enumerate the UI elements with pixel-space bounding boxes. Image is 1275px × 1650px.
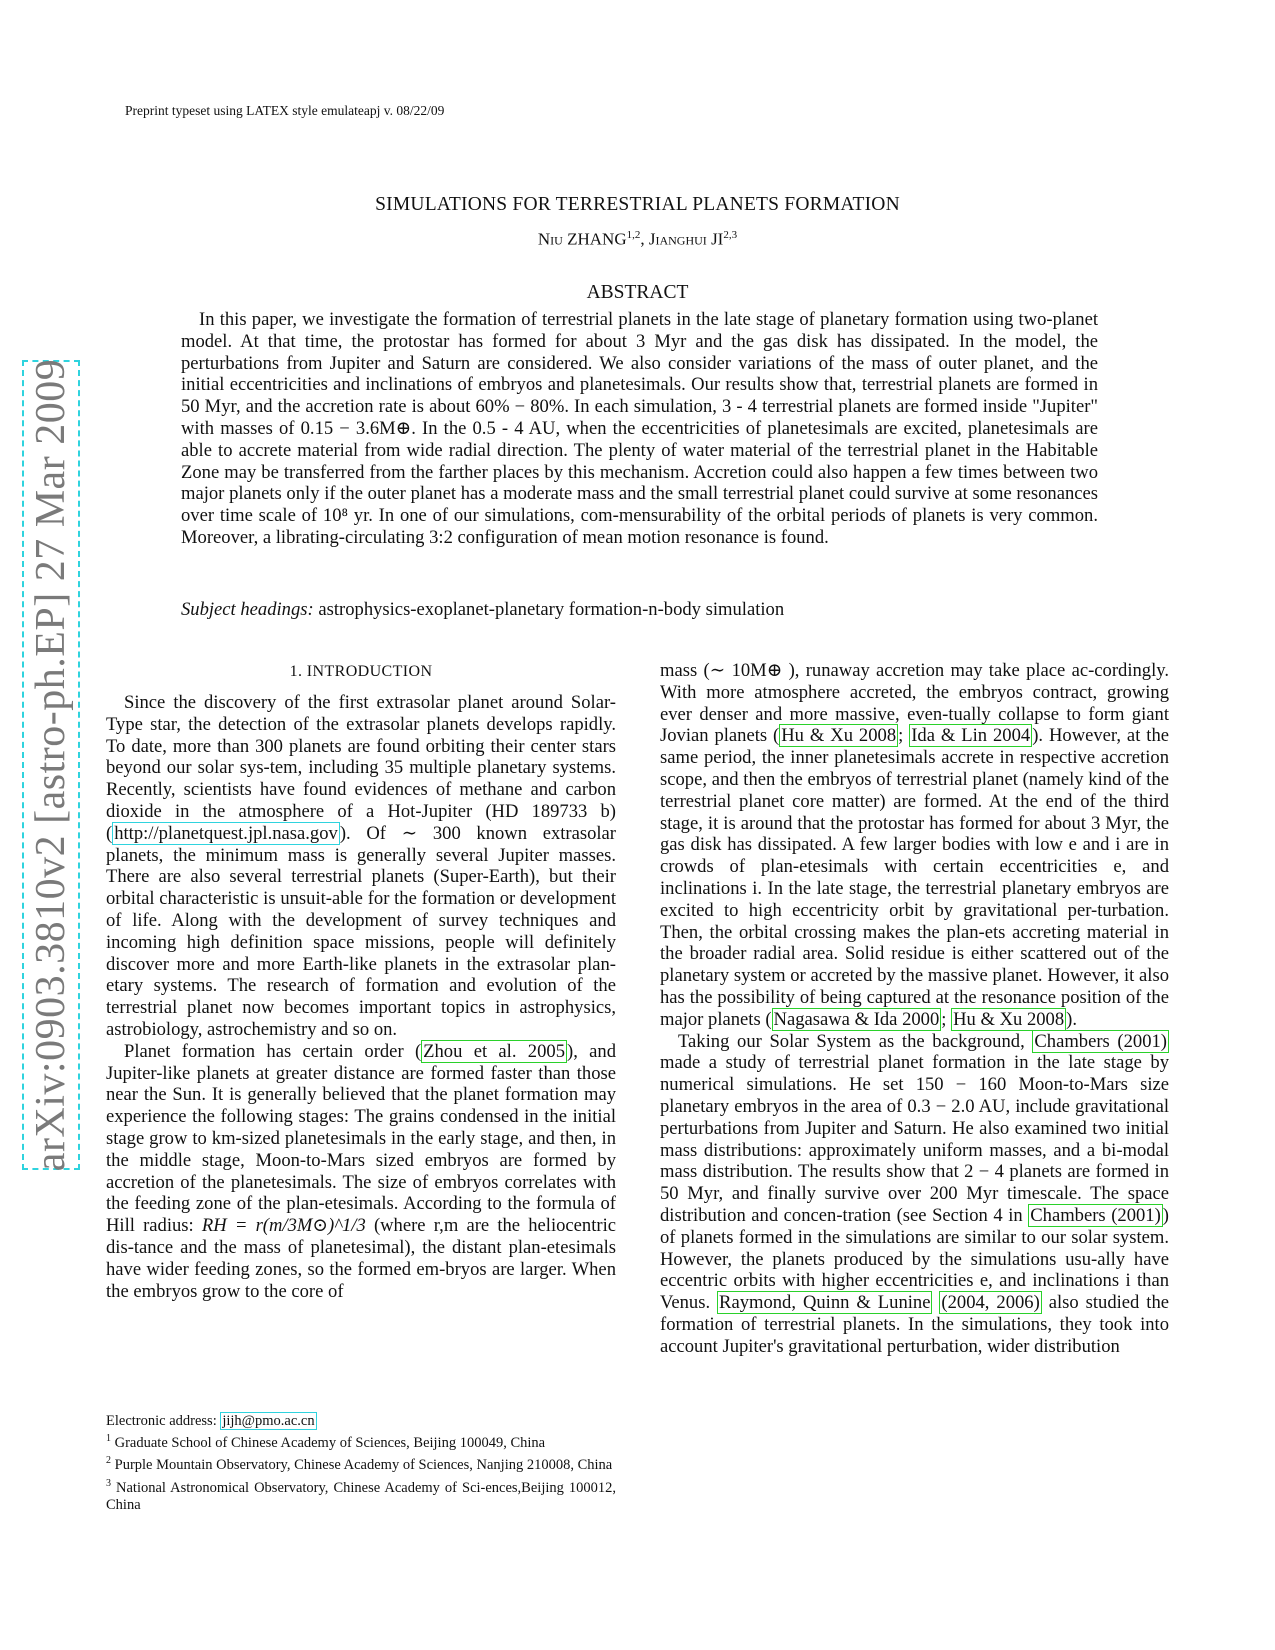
abstract-text: In this paper, we investigate the formation of terrestrial planets in the late stage of planetary formation using two-planet model. At that time, the protostar has formed for about 3 Myr and the gas disk has dissipated. In the model, the perturbations from Jupiter and Saturn are considered. We also consider variations of the mass of outer planet, and the initial eccentricities and inclinations of embryos and planetesimals. Our results show that, terrestrial planets are formed in 50 Myr, and the accretion rate is about 60% − 80%. In each simulation, 3 - 4 terrestrial planets are formed inside "Jupiter" with masses of 0.15 − 3.6M⊕. In the 0.5 - 4 AU, when the eccentricities of planetesimals are excited, planetesimals are able to accrete material from wide radial direction. The plenty of water material of the terrestrial planet in the Habitable Zone may be transferred from the farther places by this mechanism. Accretion could also happen a few times between two major planets only if the outer planet has a moderate mass and the small terrestrial planet could survive at some resonances over time scale of 10⁸ yr. In one of our simulations, com-mensurability of the orbital periods of planets is very common. Moreover, a librating-circulating 3:2 configuration of mean motion resonance is found. bbox=[181, 309, 1098, 548]
footnote-marker: 3 bbox=[106, 1477, 111, 1489]
right-column bbox=[660, 660, 1169, 1358]
subject-text: astrophysics-exoplanet-planetary formation-n-body simulation bbox=[318, 599, 785, 620]
text-run: ; bbox=[941, 1008, 952, 1030]
text-run: ) of planets formed in the simulations are similar to our solar system. However, the planets produced by the simulations usu-ally have eccentric orbits with higher eccentricities e, and inclinations i than Venus. bbox=[660, 1204, 1169, 1314]
citation-link[interactable]: Zhou et al. 2005 bbox=[423, 1040, 565, 1062]
text-run: made a study of terrestrial planet formation in the late stage by numerical simulations. He set 150 − 160 Moon-to-Mars size planetary embryos in the area of 0.3 − 2.0 AU, include gravitational perturbations from Jupiter and Saturn. He also examined two initial mass distributions: approximately uniform masses, and a bi-modal mass distribution. The results show that 2 − 4 planets are formed in 50 Myr, and finally survive over 200 Myr timescale. The space distribution and concen-tration (see Section 4 in bbox=[660, 1052, 1169, 1226]
intro-paragraph-1 bbox=[106, 692, 616, 1041]
footnote-text: Graduate School of Chinese Academy of Sciences, Beijing 100049, China bbox=[114, 1435, 546, 1452]
footnotes bbox=[106, 1413, 616, 1514]
author-last-name: JI bbox=[711, 229, 724, 249]
footnote-2 bbox=[106, 1452, 616, 1474]
footnote-text: Purple Mountain Observatory, Chinese Academy of Sciences, Nanjing 210008, China bbox=[114, 1457, 613, 1474]
footnote-text: National Astronomical Observatory, Chinese Academy of Sci-ences,Beijing 100012, China bbox=[106, 1479, 617, 1513]
text-run: ). Of ∼ 300 known extrasolar planets, the minimum mass is generally several Jupiter masses. There are also several terrestrial planets (Super-Earth), but their orbital characteristic is unsuit-able for the formation or development of life. Along with the development of survey techniques and incoming high definition space missions, people will definitely discover more and more Earth-like planets in the extrasolar plan-etary systems. The research of formation and evolution of the terrestrial planet now becomes important topics in astrophysics, astrobiology, astrochemistry and so on. bbox=[106, 822, 616, 1040]
hill-radius-formula: RH = r(m/3M⊙)^1/3 bbox=[201, 1215, 366, 1237]
subject-label: Subject headings: bbox=[181, 599, 314, 620]
footnote-marker: 1 bbox=[106, 1433, 111, 1445]
url-link[interactable]: http://planetquest.jpl.nasa.gov bbox=[114, 822, 338, 844]
text-run: Since the discovery of the first extrasolar planet around Solar-Type star, the detection of the extrasolar planets develops rapidly. To date, more than 300 planets are found orbiting their center stars beyond our solar sys-tem, including 35 multiple planetary systems. Recently, scientists have found evidences of methane and carbon dioxide in the atmosphere of a Hot-Jupiter (HD 189733 b) ( bbox=[106, 692, 616, 844]
text-run: mass (∼ 10M⊕ ), runaway accretion may take place ac-cordingly. With more atmosphere accreted, the embryos contract, growing ever denser and more massive, even-tually collapse to form giant Jovian planets ( bbox=[660, 660, 1169, 747]
left-column bbox=[106, 660, 616, 1302]
arxiv-id-link[interactable] bbox=[22, 360, 80, 1170]
author-first-name: Niu bbox=[537, 229, 563, 249]
citation-link[interactable]: Chambers (2001) bbox=[1034, 1030, 1167, 1052]
citation-link[interactable]: Raymond, Quinn & Lunine bbox=[719, 1292, 931, 1314]
author-affiliation: 2,3 bbox=[723, 229, 738, 241]
section-heading: 1. INTRODUCTION bbox=[289, 663, 433, 680]
text-run: also studied the formation of terrestrial planets. In the simulations, they took into account Jupiter's gravitational perturbation, wider distribution bbox=[660, 1292, 1170, 1357]
text-run: ), and Jupiter-like planets at greater distance are formed faster than those near the Sun. It is generally believed that the planet formation may experience the following stages: The grains condensed in the initial stage grow to km-sized planetesimals in the early stage, and then, in the middle stage, Moon-to-Mars sized embryos are formed by accretion of the planetesimals. The size of embryos correlates with the feeding zone of the plan-etesimals. According to the formula of Hill radius: bbox=[106, 1040, 616, 1237]
text-run: (where r,m are the heliocentric dis-tance and the mass of planetesimal), the distant plan-etesimals have wider feeding zones, so the formed em-bryos are larger. When the embryos grow to the core of bbox=[106, 1215, 616, 1302]
footnote-marker: 2 bbox=[106, 1455, 111, 1467]
email-footnote bbox=[106, 1413, 616, 1430]
intro-paragraph-2 bbox=[106, 1041, 616, 1303]
arxiv-id-text: arXiv:0903.3810v2 [astro-ph.EP] 27 Mar 2009 bbox=[28, 358, 74, 1172]
text-run: ). However, at the same period, the inner planetesimals accrete in respective accretion scope, and then the embryos of terrestrial planet (namely kind of the terrestrial planet core matter) are formed. At the end of the third stage, it is around that the protostar has formed for about 3 Myr, the gas disk has dissipated. A few larger bodies with low e and i are in crowds of plan-etesimals with certain eccentricities e, and inclinations i. In the late stage, the terrestrial planetary embryos are excited to high eccentricity orbit by gravitational per-turbation. Then, the orbital crossing makes the plan-ets accreting material in the broader radial area. Solid residue is either scattered out of the planetary system or accreted by the massive planet. However, it also has the possibility of being captured at the resonance position of the major planets ( bbox=[660, 725, 1169, 1030]
intro-paragraph-4 bbox=[660, 1031, 1169, 1358]
citation-link[interactable]: (2004, 2006) bbox=[941, 1292, 1040, 1314]
citation-link[interactable]: Chambers (2001) bbox=[1030, 1204, 1161, 1226]
author-affiliation: 1,2 bbox=[626, 229, 641, 241]
author-last-name: ZHANG bbox=[567, 229, 627, 249]
citation-link[interactable]: Hu & Xu 2008 bbox=[953, 1008, 1065, 1030]
preprint-note: Preprint typeset using LATEX style emulateapj v. 08/22/09 bbox=[125, 103, 445, 118]
author-list: Niu ZHANG$^{1,2}$, Jianghui JI$^{2,3}$ bbox=[537, 229, 738, 249]
text-run: Taking our Solar System as the background, bbox=[678, 1030, 1033, 1052]
footnote-1 bbox=[106, 1430, 616, 1452]
citation-link[interactable]: Nagasawa & Ida 2000 bbox=[773, 1008, 940, 1030]
citation-link[interactable]: Ida & Lin 2004 bbox=[911, 725, 1031, 747]
intro-paragraph-3 bbox=[660, 660, 1169, 1031]
citation-link[interactable]: Hu & Xu 2008 bbox=[781, 725, 897, 747]
paper-title: SIMULATIONS FOR TERRESTRIAL PLANETS FORMATION bbox=[375, 194, 900, 215]
footnote-3 bbox=[106, 1475, 616, 1514]
text-run: ). bbox=[1066, 1008, 1077, 1030]
text-run: ; bbox=[898, 725, 910, 747]
subject-headings bbox=[181, 599, 1098, 621]
text-run: Planet formation has certain order ( bbox=[124, 1040, 422, 1062]
email-label: Electronic address: bbox=[106, 1413, 221, 1429]
abstract-heading: ABSTRACT bbox=[586, 282, 689, 303]
email-link[interactable]: jijh@pmo.ac.cn bbox=[222, 1413, 315, 1429]
author-first-name: Jianghui bbox=[648, 229, 707, 249]
